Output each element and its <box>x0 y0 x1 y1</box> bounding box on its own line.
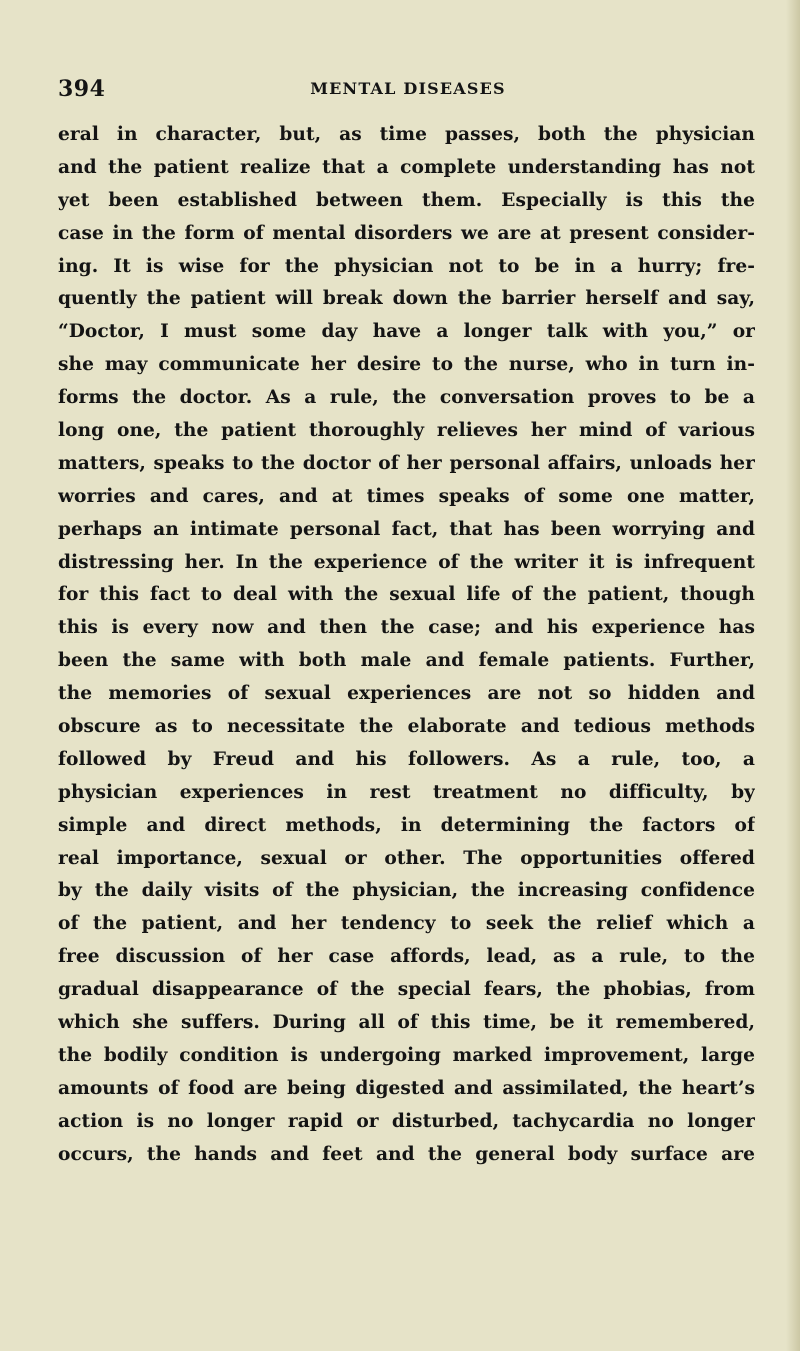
text-line: forms the doctor. As a rule, the conversation proves to be a <box>58 387 755 409</box>
text-line: matters, speaks to the doctor of her personal affairs, unloads her <box>58 452 755 474</box>
text-line: which she suffers. During all of this time, be it remembered, <box>58 1012 755 1034</box>
text-line: ing. It is wise for the physician not to be in a hurry; fre- <box>58 255 755 277</box>
running-title: MENTAL DISEASES <box>310 79 506 98</box>
text-line: long one, the patient thoroughly relieves her mind of various <box>58 420 755 442</box>
text-line: been the same with both male and female patients. Further, <box>58 650 755 672</box>
text-line: followed by Freud and his followers. As a rule, too, a <box>58 748 755 770</box>
text-line: this is every now and then the case; and his experience has <box>58 617 755 639</box>
body-paragraph <box>58 119 755 1172</box>
text-line: gradual disappearance of the special fears, the phobias, from <box>58 979 755 1001</box>
text-line: case in the form of mental disorders we are at present consider- <box>58 222 755 244</box>
text-line: by the daily visits of the physician, the increasing confidence <box>58 880 755 902</box>
text-line: the bodily condition is undergoing marked improvement, large <box>58 1044 755 1066</box>
text-line: she may communicate her desire to the nurse, who in turn in- <box>58 354 755 376</box>
text-line: simple and direct methods, in determining the factors of <box>58 814 755 836</box>
text-line: distressing her. In the experience of the writer it is infrequent <box>58 551 755 573</box>
text-line: for this fact to deal with the sexual life of the patient, though <box>58 584 755 606</box>
text-line: real importance, sexual or other. The opportunities offered <box>58 847 755 869</box>
text-line: worries and cares, and at times speaks of some one matter, <box>58 485 755 507</box>
text-line: action is no longer rapid or disturbed, tachycardia no longer <box>58 1110 755 1132</box>
running-head <box>58 76 758 104</box>
text-line: eral in character, but, as time passes, both the physician <box>58 124 755 145</box>
text-line: quently the patient will break down the barrier herself and say, <box>58 288 755 310</box>
text-line: occurs, the hands and feet and the general body surface are <box>58 1143 755 1165</box>
text-line: amounts of food are being digested and assimilated, the heart’s <box>58 1077 755 1099</box>
page-number: 394 <box>58 76 106 102</box>
text-line: obscure as to necessitate the elaborate and tedious methods <box>58 716 755 738</box>
text-line: of the patient, and her tendency to seek the relief which a <box>58 913 755 935</box>
text-line: and the patient realize that a complete understanding has not <box>58 156 755 178</box>
text-line: yet been established between them. Especially is this the <box>58 189 755 211</box>
text-line: “Doctor, I must some day have a longer talk with you,” or <box>58 321 755 343</box>
text-line: perhaps an intimate personal fact, that has been worrying and <box>58 518 755 540</box>
page-edge-shadow <box>786 0 800 1351</box>
text-line: physician experiences in rest treatment no difficulty, by <box>58 781 755 803</box>
text-line: the memories of sexual experiences are not so hidden and <box>58 683 755 705</box>
text-line: free discussion of her case affords, lead, as a rule, to the <box>58 946 755 968</box>
